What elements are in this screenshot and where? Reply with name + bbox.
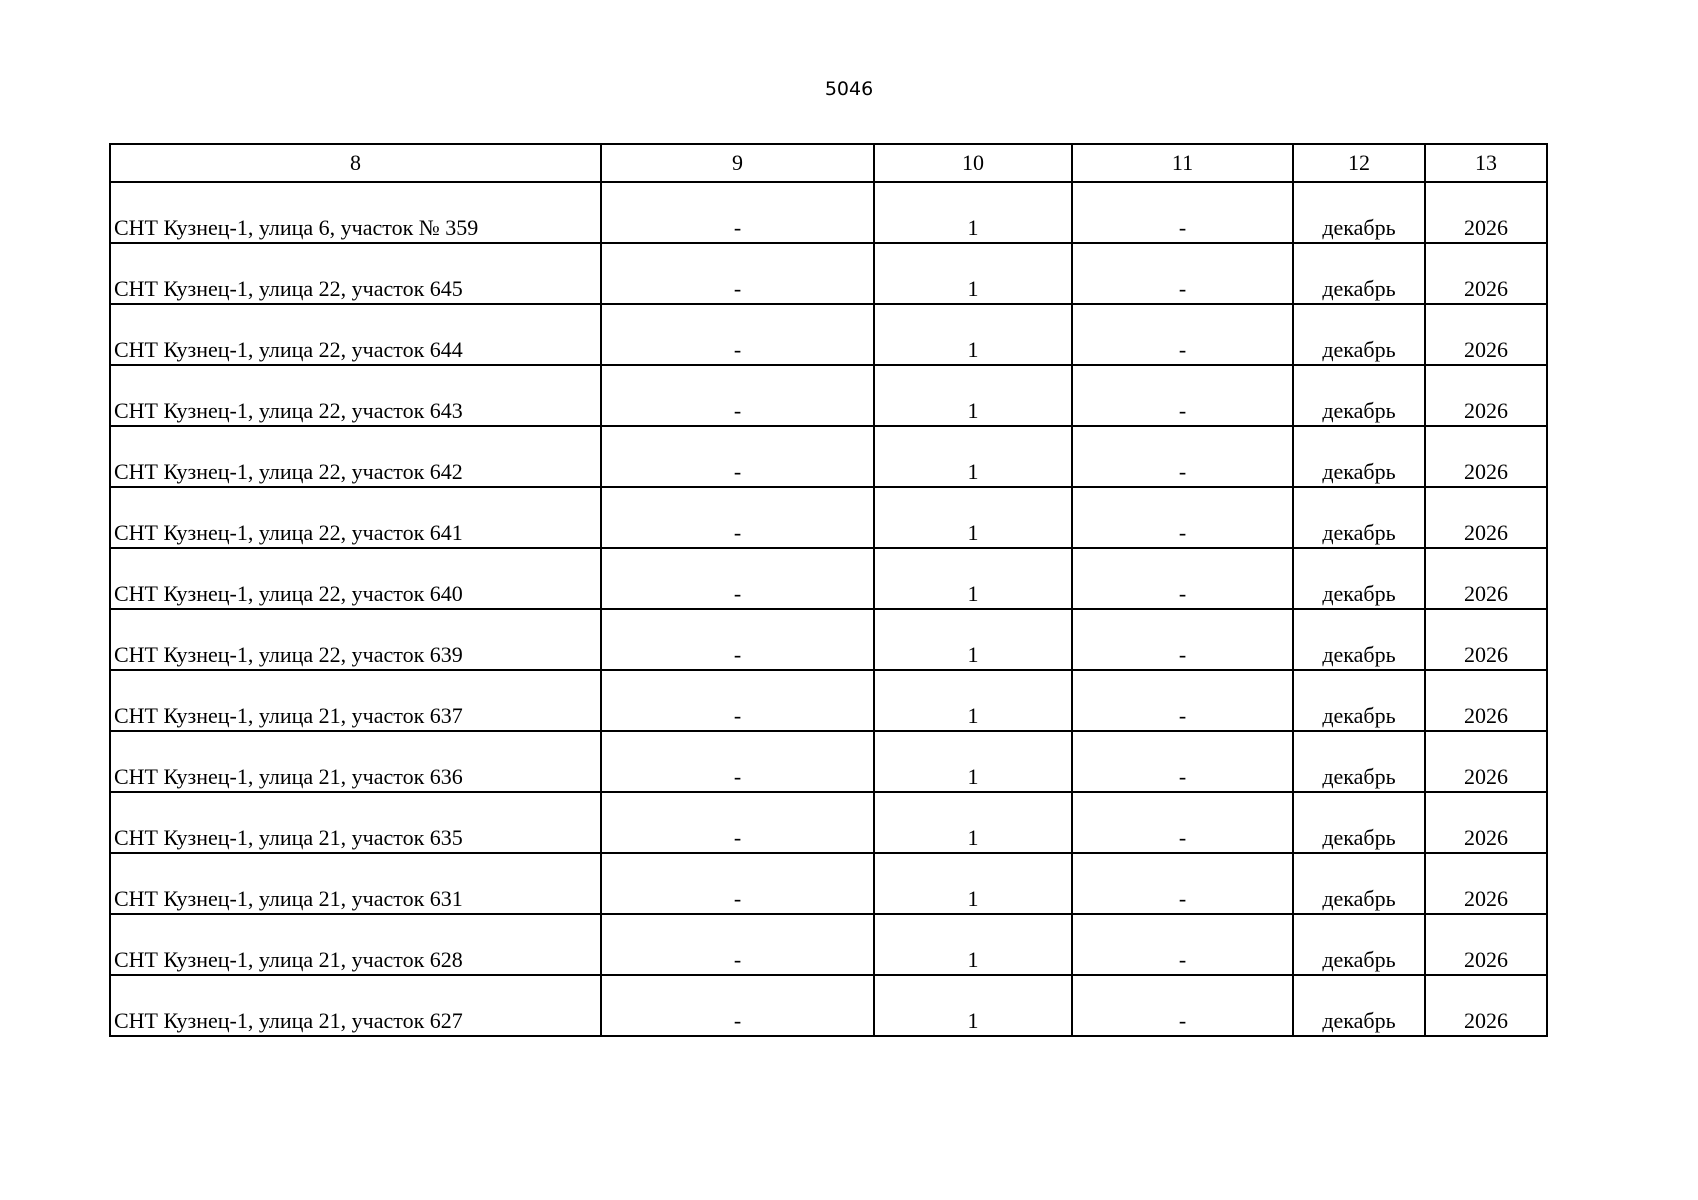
year-cell: 2026 (1425, 609, 1547, 670)
col9-cell: - (601, 548, 874, 609)
table-row (110, 182, 1547, 243)
col9-cell: - (601, 670, 874, 731)
table-row (110, 426, 1547, 487)
col10-cell: 1 (874, 548, 1072, 609)
month-cell: декабрь (1293, 731, 1425, 792)
column-header: 13 (1425, 144, 1547, 182)
table-row (110, 304, 1547, 365)
column-header: 10 (874, 144, 1072, 182)
year-cell: 2026 (1425, 731, 1547, 792)
month-cell: декабрь (1293, 792, 1425, 853)
address-cell: СНТ Кузнец-1, улица 22, участок 643 (110, 365, 601, 426)
year-cell: 2026 (1425, 914, 1547, 975)
address-cell: СНТ Кузнец-1, улица 22, участок 640 (110, 548, 601, 609)
address-cell: СНТ Кузнец-1, улица 21, участок 636 (110, 731, 601, 792)
col10-cell: 1 (874, 487, 1072, 548)
col10-cell: 1 (874, 304, 1072, 365)
address-cell: СНТ Кузнец-1, улица 21, участок 631 (110, 853, 601, 914)
year-cell: 2026 (1425, 975, 1547, 1036)
table-row (110, 243, 1547, 304)
col11-cell: - (1072, 304, 1293, 365)
col10-cell: 1 (874, 670, 1072, 731)
month-cell: декабрь (1293, 487, 1425, 548)
col10-cell: 1 (874, 975, 1072, 1036)
month-cell: декабрь (1293, 365, 1425, 426)
column-header: 9 (601, 144, 874, 182)
table-body (110, 182, 1547, 1036)
col11-cell: - (1072, 853, 1293, 914)
month-cell: декабрь (1293, 609, 1425, 670)
col11-cell: - (1072, 975, 1293, 1036)
year-cell: 2026 (1425, 426, 1547, 487)
table-row (110, 487, 1547, 548)
month-cell: декабрь (1293, 304, 1425, 365)
col11-cell: - (1072, 487, 1293, 548)
table-row (110, 914, 1547, 975)
year-cell: 2026 (1425, 670, 1547, 731)
col11-cell: - (1072, 365, 1293, 426)
month-cell: декабрь (1293, 975, 1425, 1036)
col10-cell: 1 (874, 792, 1072, 853)
col11-cell: - (1072, 182, 1293, 243)
col9-cell: - (601, 182, 874, 243)
address-cell: СНТ Кузнец-1, улица 21, участок 628 (110, 914, 601, 975)
month-cell: декабрь (1293, 426, 1425, 487)
table-row (110, 670, 1547, 731)
year-cell: 2026 (1425, 548, 1547, 609)
year-cell: 2026 (1425, 365, 1547, 426)
table-row (110, 609, 1547, 670)
table-row (110, 853, 1547, 914)
data-table (109, 143, 1548, 1037)
table-row (110, 731, 1547, 792)
col11-cell: - (1072, 426, 1293, 487)
col9-cell: - (601, 914, 874, 975)
col9-cell: - (601, 792, 874, 853)
col10-cell: 1 (874, 731, 1072, 792)
year-cell: 2026 (1425, 243, 1547, 304)
col11-cell: - (1072, 609, 1293, 670)
col11-cell: - (1072, 548, 1293, 609)
col11-cell: - (1072, 914, 1293, 975)
col10-cell: 1 (874, 853, 1072, 914)
address-cell: СНТ Кузнец-1, улица 22, участок 645 (110, 243, 601, 304)
address-cell: СНТ Кузнец-1, улица 22, участок 644 (110, 304, 601, 365)
header-row (110, 144, 1547, 182)
month-cell: декабрь (1293, 548, 1425, 609)
col9-cell: - (601, 243, 874, 304)
address-cell: СНТ Кузнец-1, улица 6, участок № 359 (110, 182, 601, 243)
col11-cell: - (1072, 792, 1293, 853)
year-cell: 2026 (1425, 792, 1547, 853)
address-cell: СНТ Кузнец-1, улица 21, участок 637 (110, 670, 601, 731)
address-cell: СНТ Кузнец-1, улица 22, участок 641 (110, 487, 601, 548)
table-row (110, 548, 1547, 609)
col11-cell: - (1072, 731, 1293, 792)
col10-cell: 1 (874, 182, 1072, 243)
col10-cell: 1 (874, 609, 1072, 670)
col10-cell: 1 (874, 914, 1072, 975)
table-row (110, 975, 1547, 1036)
col10-cell: 1 (874, 426, 1072, 487)
address-cell: СНТ Кузнец-1, улица 21, участок 627 (110, 975, 601, 1036)
col10-cell: 1 (874, 243, 1072, 304)
col9-cell: - (601, 975, 874, 1036)
month-cell: декабрь (1293, 914, 1425, 975)
col9-cell: - (601, 731, 874, 792)
table-row (110, 792, 1547, 853)
address-cell: СНТ Кузнец-1, улица 22, участок 639 (110, 609, 601, 670)
col9-cell: - (601, 853, 874, 914)
col9-cell: - (601, 487, 874, 548)
year-cell: 2026 (1425, 487, 1547, 548)
col9-cell: - (601, 365, 874, 426)
table-row (110, 365, 1547, 426)
month-cell: декабрь (1293, 243, 1425, 304)
column-header: 8 (110, 144, 601, 182)
col9-cell: - (601, 609, 874, 670)
col11-cell: - (1072, 670, 1293, 731)
col11-cell: - (1072, 243, 1293, 304)
column-header: 12 (1293, 144, 1425, 182)
address-cell: СНТ Кузнец-1, улица 22, участок 642 (110, 426, 601, 487)
year-cell: 2026 (1425, 853, 1547, 914)
col10-cell: 1 (874, 365, 1072, 426)
page-number: 5046 (824, 78, 874, 100)
year-cell: 2026 (1425, 304, 1547, 365)
month-cell: декабрь (1293, 182, 1425, 243)
column-header: 11 (1072, 144, 1293, 182)
year-cell: 2026 (1425, 182, 1547, 243)
address-cell: СНТ Кузнец-1, улица 21, участок 635 (110, 792, 601, 853)
col9-cell: - (601, 426, 874, 487)
month-cell: декабрь (1293, 853, 1425, 914)
month-cell: декабрь (1293, 670, 1425, 731)
col9-cell: - (601, 304, 874, 365)
